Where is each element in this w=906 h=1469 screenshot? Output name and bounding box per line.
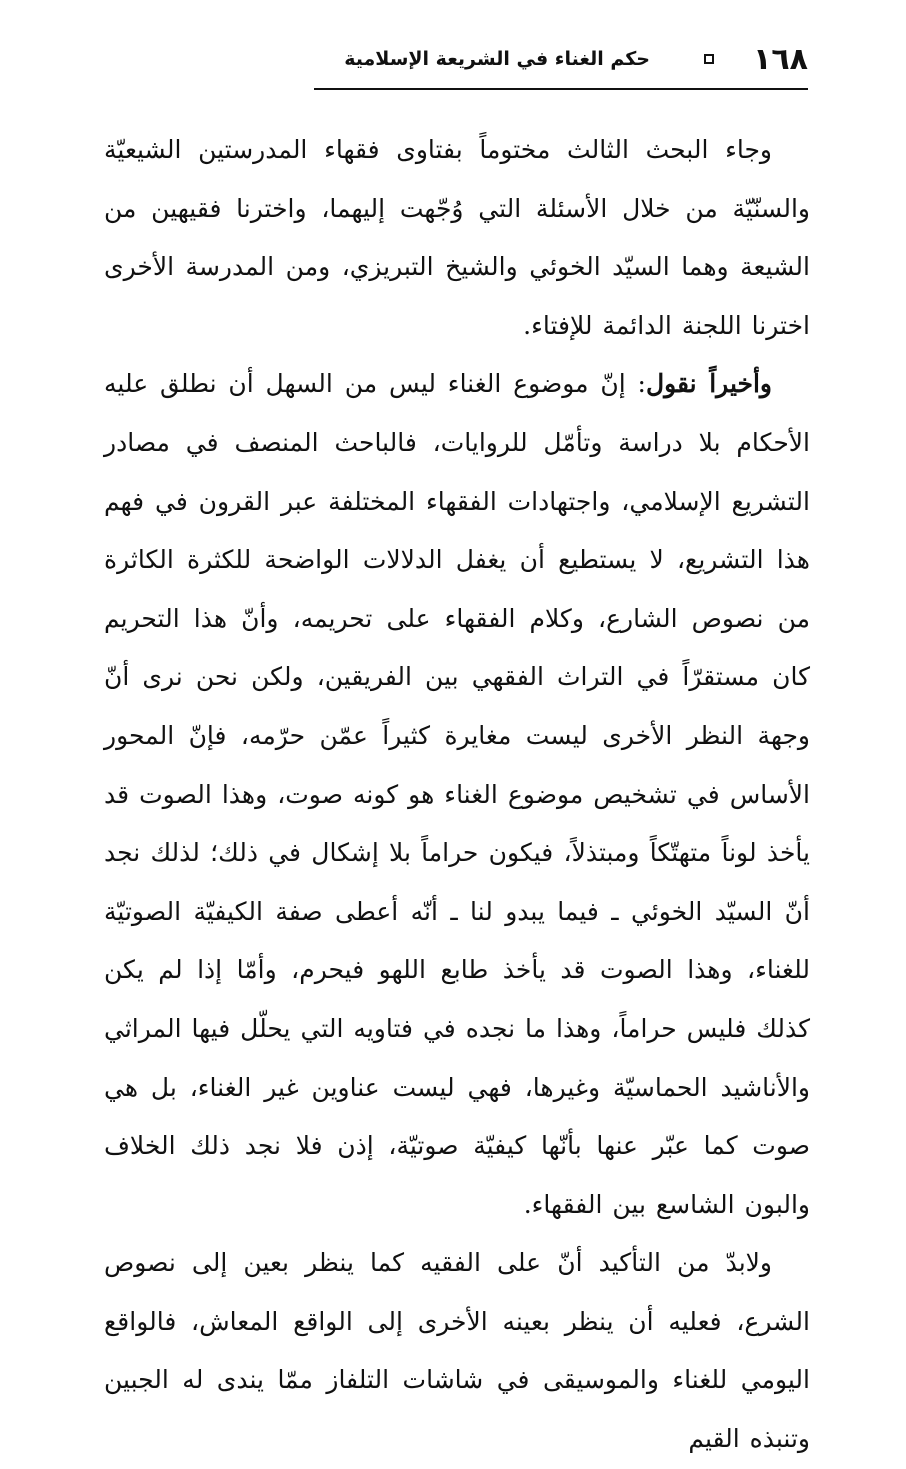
paragraph-1-text: وجاء البحث الثالث مختوماً بفتاوى فقهاء المدرستين الشيعيّة والسنّيّة من خلال الأسئلة التي وُجّهت إليهما، واخترنا فقيهين من الشيعة وهما السيّد الخوئي والشيخ التبريزي، ومن المدرسة الأخرى اخترنا اللجنة الدائمة للإفتاء.: [104, 135, 810, 340]
body-text: [104, 121, 810, 1469]
paragraph-2-lead: وأخيراً نقول: [645, 369, 772, 399]
page-number: ١٦٨: [753, 42, 808, 77]
header-rule: [314, 88, 808, 90]
paragraph-3: [104, 1234, 810, 1468]
running-header: [314, 38, 808, 88]
paragraph-3-text: ولابدّ من التأكيد أنّ على الفقيه كما ينظر بعين إلى نصوص الشرع، فعليه أن ينظر بعينه الأخرى إلى الواقع المعاش، فالواقع اليومي للغناء والموسيقى في شاشات التلفاز ممّا يندى له الجبين وتنبذه القيم: [104, 1248, 810, 1454]
paragraph-2-text: : إنّ موضوع الغناء ليس من السهل أن نطلق عليه الأحكام بلا دراسة وتأمّل للروايات، فالباحث المنصف في مصادر التشريع الإسلامي، واجتهادات الفقهاء المختلفة عبر القرون في فهم هذا التشريع، لا يستطيع أن يغفل الدلالات الواضحة للكثرة الكاثرة من نصوص الشارع، وكلام الفقهاء على تحريمه، وأنّ هذا التحريم كان مستقرّاً في التراث الفقهي بين الفريقين، ولكن نحن نرى أنّ وجهة النظر الأخرى ليست مغايرة كثيراً عمّن حرّمه، فإنّ المحور الأساس في تشخيص موضوع الغناء هو كونه صوت، وهذا الصوت قد يأخذ لوناً متهتّكاً ومبتذلاً، فيكون حراماً بلا إشكال في ذلك؛ لذلك نجد أنّ السيّد الخوئي ـ فيما يبدو لنا ـ أنّه أعطى صفة الكيفيّة الصوتيّة للغناء، وهذا الصوت قد يأخذ طابع اللهو فيحرم، وأمّا إذا لم يكن كذلك فليس حراماً، وهذا ما نجده في فتاويه التي يحلّل فيها المراثي والأناشيد الحماسيّة وغيرها، فهي ليست عناوين غير الغناء، بل هي صوت كما عبّر عنها بأنّها كيفيّة صوتيّة، إذن فلا نجد ذلك الخلاف والبون الشاسع بين الفقهاء.: [104, 369, 810, 1219]
paragraph-1: [104, 121, 810, 355]
header-bullet-icon: [704, 54, 714, 64]
paragraph-2: [104, 355, 810, 1234]
running-title: حكم الغناء في الشريعة الإسلامية: [344, 48, 650, 70]
